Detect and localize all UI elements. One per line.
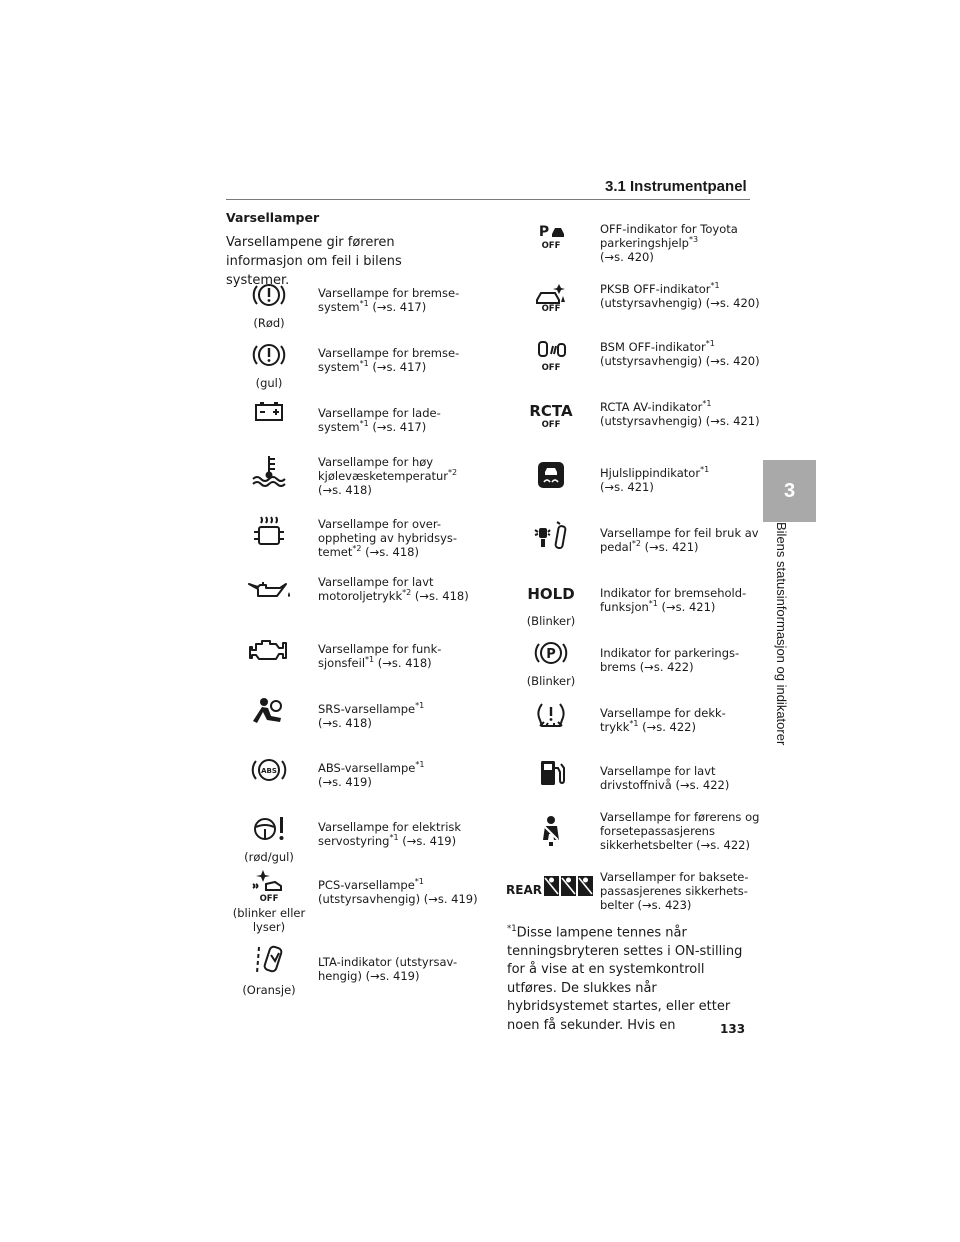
svg-text:REAR: REAR: [506, 883, 542, 897]
lamp-color-note: (Blinker): [526, 614, 576, 628]
brake-warning-icon: [252, 340, 286, 370]
svg-text:P: P: [538, 224, 550, 240]
footnote-marker: *1: [507, 924, 517, 934]
chapter-tab: 3: [763, 460, 816, 522]
lamp-color-note: (rød/gul): [244, 850, 294, 864]
lamp-description: Varsellampe for lade-system$^{*1}$ (→s. 417): [318, 406, 441, 434]
page-number: 133: [720, 1022, 746, 1036]
svg-text:HOLD: HOLD: [527, 585, 575, 603]
lamp-description: Varsellampe for dekk-trykk$^{*1}$ (→s. 422): [600, 706, 726, 734]
bsm-off-icon: [531, 340, 571, 372]
footnote-text: Disse lampene tennes når tenningsbryteren settes i ON-stilling for å vise at en systemkontroll utføres. De slukkes når hybridsystemet startes, eller etter noen få sekunder. Hvis en: [507, 925, 743, 1033]
power-steering-icon: [249, 814, 289, 844]
lamp-description: PCS-varsellampe$^{*1}$ (utstyrsavhengig) (→s. 419): [318, 877, 478, 906]
lamp-description: LTA-indikator (utstyrsav-hengig) (→s. 419): [318, 955, 458, 983]
page-header-title: 3.1 Instrumentpanel: [605, 178, 747, 195]
lamp-description: Varsellampe for funk-sjonsfeil$^{*1}$ (→s. 418): [318, 642, 442, 670]
svg-text:RCTA: RCTA: [529, 402, 573, 420]
battery-icon: [252, 400, 286, 422]
lamp-description: Varsellampe for feil bruk av pedal$^{*2}$ (→s. 421): [600, 526, 759, 554]
svg-text:ABS: ABS: [261, 767, 277, 775]
brake-warning-icon: [252, 280, 286, 310]
lamp-description: BSM OFF-indikator$^{*1}$ (utstyrsavhengig) (→s. 420): [600, 339, 760, 368]
lamp-description: Varsellampe for bremse-system$^{*1}$ (→s. 417): [318, 346, 460, 374]
svg-text:OFF: OFF: [541, 241, 561, 250]
pedal-misuse-icon: [531, 520, 571, 552]
footnote: [507, 920, 752, 1035]
lamp-description: PKSB OFF-indikator$^{*1}$ (utstyrsavhengig) (→s. 420): [600, 281, 760, 310]
tire-pressure-icon: [534, 700, 568, 730]
lamp-description: Varsellampe for lavt drivstoffnivå (→s. 422): [600, 764, 730, 792]
lamp-description: Indikator for bremsehold-funksjon$^{*1}$ (→s. 421): [600, 586, 747, 614]
svg-text:OFF: OFF: [259, 894, 279, 902]
hybrid-overheat-icon: [249, 515, 289, 549]
svg-text:OFF: OFF: [541, 420, 561, 430]
header-divider: [226, 199, 750, 200]
lamp-description: Varsellampe for elektrisk servostyring$^{*1}$ (→s. 419): [318, 820, 462, 848]
lamp-color-note: (Blinker): [526, 674, 576, 688]
pksb-off-icon: [531, 282, 571, 312]
lamp-description: Varsellamper for baksete-passasjerenes sikkerhets-belter (→s. 423): [600, 870, 749, 912]
parking-assist-off-icon: [531, 222, 571, 250]
lamp-description: Hjulslippindikator$^{*1}$ (→s. 421): [600, 465, 710, 494]
srs-airbag-icon: [249, 696, 289, 726]
lamp-description: OFF-indikator for Toyota parkeringshjelp$^{*3}$ (→s. 420): [600, 222, 738, 264]
lamp-description: Indikator for parkerings-brems (→s. 422): [600, 646, 740, 674]
lamp-color-note: (gul): [255, 376, 283, 390]
oil-pressure-icon: [246, 578, 292, 602]
lamp-description: Varsellampe for høy kjølevæsketemperatur$^{*2}$ (→s. 418): [318, 455, 458, 497]
coolant-temp-icon: [249, 453, 289, 487]
lamp-color-note: (Oransje): [242, 983, 296, 997]
check-engine-icon: [246, 636, 292, 664]
lamp-description: Varsellampe for lavt motoroljetrykk$^{*2}$ (→s. 418): [318, 575, 469, 603]
pcs-icon: [249, 868, 289, 902]
lamp-description: Varsellampe for over-oppheting av hybridsys-temet$^{*2}$ (→s. 418): [318, 517, 458, 559]
section-intro: Varsellampene gir føreren informasjon om feil i bilens systemer.: [226, 235, 402, 288]
section-title: Varsellamper: [226, 210, 320, 225]
lta-icon: [249, 943, 289, 977]
low-fuel-icon: [534, 758, 568, 788]
svg-text:OFF: OFF: [541, 363, 561, 372]
lamp-color-note: (Rød): [253, 316, 285, 330]
parking-brake-icon: [534, 638, 568, 668]
lamp-description: Varsellampe for førerens og forsetepassasjerens sikkerhetsbelter (→s. 422): [600, 810, 760, 852]
chapter-side-text: Bilens statusinformasjon og indikatorer: [774, 522, 789, 746]
lamp-description: RCTA AV-indikator$^{*1}$ (utstyrsavhengig) (→s. 421): [600, 399, 760, 428]
lamp-description: SRS-varsellampe$^{*1}$ (→s. 418): [318, 701, 425, 730]
abs-icon: [251, 755, 287, 785]
lamp-description: Varsellampe for bremse-system$^{*1}$ (→s. 417): [318, 286, 460, 314]
rear-seatbelt-icon: [504, 866, 598, 900]
svg-text:P: P: [546, 647, 556, 662]
lamp-color-note: (blinker eller lyser): [232, 906, 306, 934]
svg-text:OFF: OFF: [541, 304, 561, 312]
seatbelt-icon: [534, 810, 568, 850]
rcta-off-icon: [526, 400, 576, 430]
slip-indicator-icon: [536, 460, 566, 490]
lamp-description: ABS-varsellampe$^{*1}$ (→s. 419): [318, 760, 425, 789]
brake-hold-icon: [526, 582, 576, 604]
